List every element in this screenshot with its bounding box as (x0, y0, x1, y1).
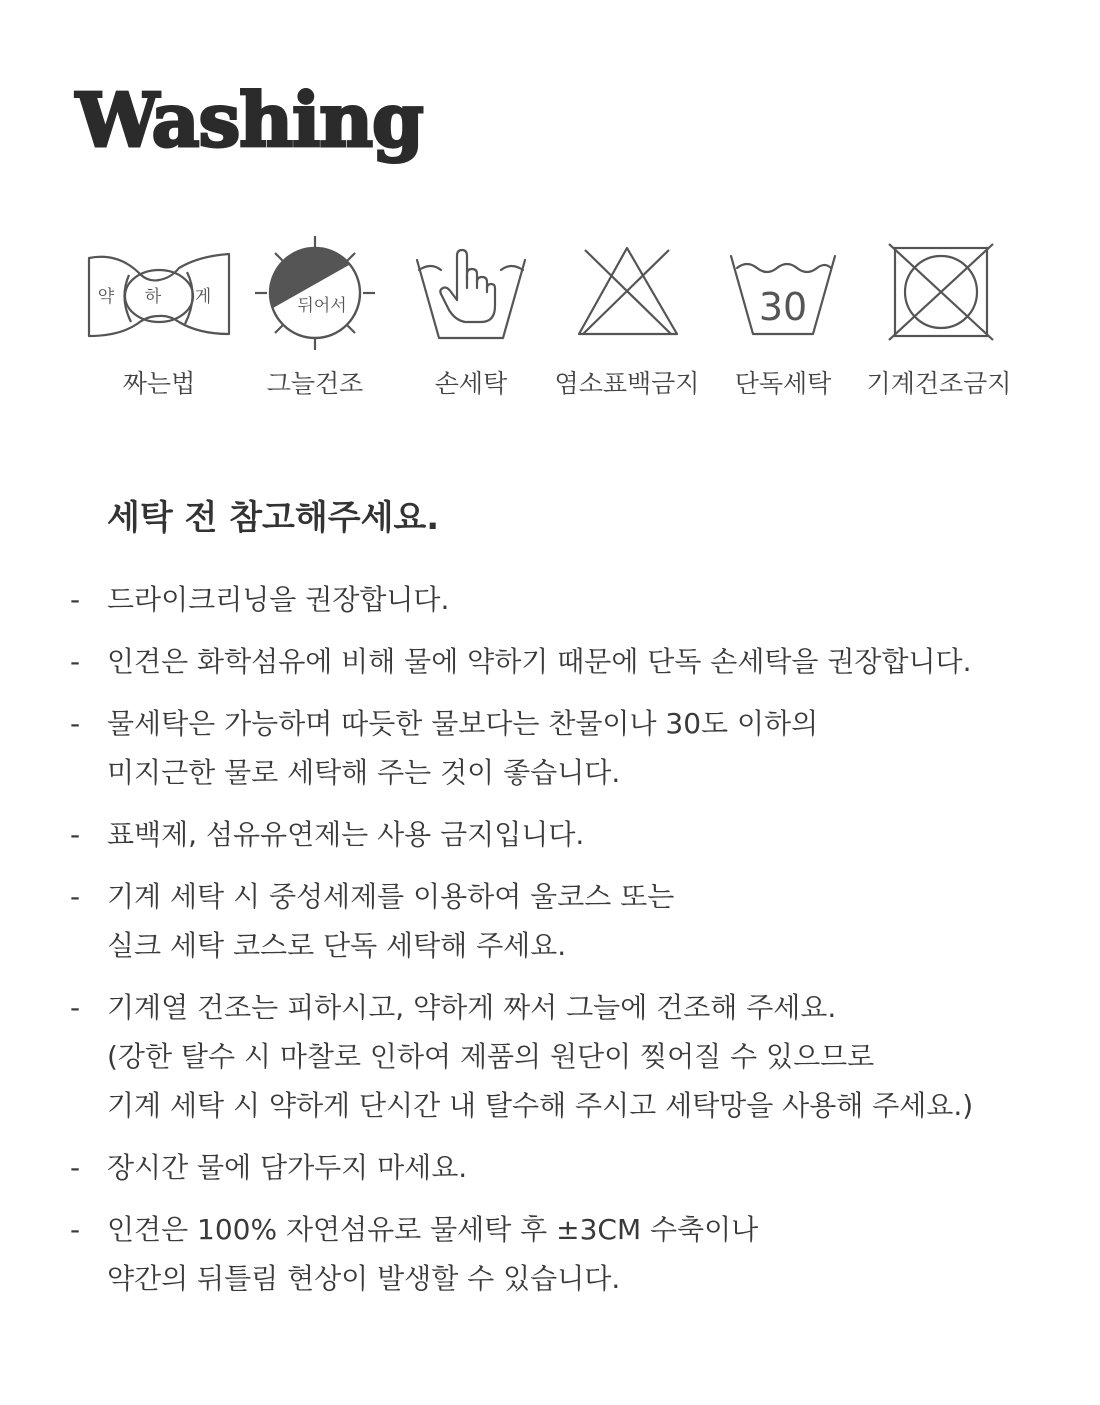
note-item (0, 575, 1100, 624)
note-dash: - (70, 707, 81, 740)
icon-label-hand-wash: 손세탁 (434, 369, 508, 398)
note-line: 약간의 뒤틀림 현상이 발생할 수 있습니다. (107, 1262, 621, 1295)
note-text (107, 810, 1100, 859)
note-line: 드라이크리닝을 권장합니다. (107, 583, 450, 616)
icon-label-no-tumble-dry: 기계건조금지 (866, 369, 1012, 398)
note-item (0, 872, 1100, 970)
note-text (107, 983, 1100, 1130)
icon-label-shade-dry: 그늘건조 (266, 369, 364, 398)
note-line: 기계 세탁 시 중성세제를 이용하여 울코스 또는 (107, 880, 675, 913)
care-item-no-bleach (547, 230, 707, 398)
shade-dry-text: 뒤어서 (297, 296, 347, 316)
icon-label-wring: 짜는법 (122, 369, 196, 398)
notes-list (0, 575, 1100, 1316)
note-line: 기계열 건조는 피하시고, 약하게 짜서 그늘에 건조해 주세요. (107, 991, 837, 1024)
note-dash: - (70, 583, 81, 616)
note-line: 인견은 화학섬유에 비해 물에 약하기 때문에 단독 손세탁을 권장합니다. (107, 645, 972, 678)
no-tumble-dry-icon (859, 230, 1019, 345)
icon-label-no-bleach: 염소표백금지 (554, 369, 700, 398)
note-dash: - (70, 645, 81, 678)
note-dash: - (70, 818, 81, 851)
wring-text-3: 게 (194, 287, 212, 307)
note-item (0, 637, 1100, 686)
wring-text-1: 약 (97, 287, 115, 307)
wash-30-icon (703, 230, 863, 345)
wring-gently-icon (79, 230, 239, 340)
note-line: 장시간 물에 담가두지 마세요. (107, 1151, 468, 1184)
note-item (0, 1205, 1100, 1303)
care-item-wring (79, 230, 239, 398)
note-line: 물세탁은 가능하며 따듯한 물보다는 찬물이나 30도 이하의 (107, 707, 819, 740)
note-text (107, 575, 1100, 624)
care-icons-row (0, 230, 1100, 410)
wash-temperature: 30 (758, 285, 808, 329)
hand-wash-icon (391, 230, 551, 345)
note-line: 인견은 100% 자연섬유로 물세탁 후 ±3CM 수축이나 (107, 1213, 759, 1246)
note-line: 기계 세탁 시 약하게 단시간 내 탈수해 주시고 세탁망을 사용해 주세요.) (107, 1089, 974, 1122)
note-line: 미지근한 물로 세탁해 주는 것이 좋습니다. (107, 756, 621, 789)
note-item (0, 1143, 1100, 1192)
note-text (107, 872, 1100, 970)
care-item-no-tumble-dry (859, 230, 1019, 398)
no-bleach-icon (547, 230, 707, 345)
page-title: Washing (76, 78, 423, 164)
note-item (0, 699, 1100, 797)
section-heading: 세탁 전 참고해주세요. (107, 498, 440, 538)
note-line: (강한 탈수 시 마찰로 인하여 제품의 원단이 찢어질 수 있으므로 (107, 1040, 875, 1073)
note-dash: - (70, 880, 81, 913)
note-dash: - (70, 991, 81, 1024)
care-item-hand-wash (391, 230, 551, 398)
wring-text-2: 하 (144, 287, 162, 307)
note-line: 표백제, 섬유유연제는 사용 금지입니다. (107, 818, 585, 851)
care-item-wash-30 (703, 230, 863, 398)
note-item (0, 983, 1100, 1130)
note-dash: - (70, 1213, 81, 1246)
note-dash: - (70, 1151, 81, 1184)
shade-dry-icon (235, 230, 395, 355)
note-text (107, 699, 1100, 797)
note-text (107, 1143, 1100, 1192)
note-item (0, 810, 1100, 859)
care-item-shade-dry (235, 230, 395, 398)
note-line: 실크 세탁 코스로 단독 세탁해 주세요. (107, 929, 567, 962)
note-text (107, 637, 1100, 686)
icon-label-wash-30: 단독세탁 (734, 369, 832, 398)
note-text (107, 1205, 1100, 1303)
